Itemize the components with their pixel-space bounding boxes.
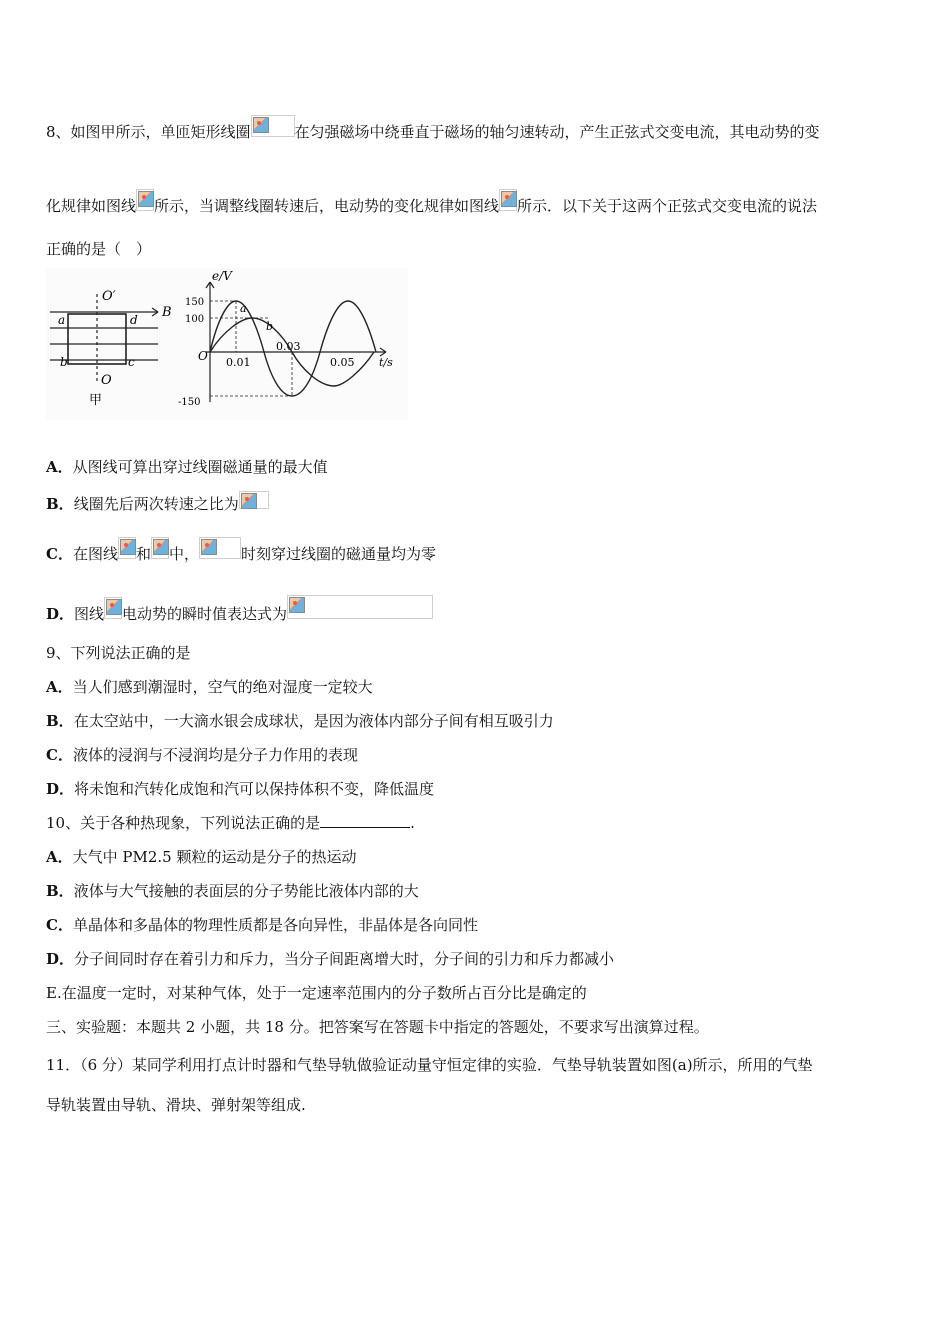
field-label-b: B [162, 305, 172, 320]
tick-150: 150 [185, 297, 205, 308]
q10-option-a [46, 847, 357, 867]
section-heading: 三、实验题：本题共 2 小题，共 18 分。把答案写在答题卡中指定的答题处，不要求写出演算过程。 [46, 1018, 709, 1036]
curve-a-label: a [240, 302, 247, 315]
figure-label-jia: 甲 [89, 393, 103, 408]
option-label: C． [46, 746, 73, 764]
q8-option-d [46, 595, 433, 624]
origin-label: O [198, 349, 208, 363]
q8-option-c [46, 537, 436, 564]
option-text: 图线 [74, 605, 105, 623]
answer-blank [320, 813, 410, 828]
x-axis-label: t/s [379, 356, 393, 369]
broken-image-icon [136, 189, 154, 211]
q8-option-b [46, 491, 269, 514]
axis-label-o-prime: O′ [102, 289, 116, 304]
corner-label-a: a [58, 313, 66, 327]
option-text: 液体与大气接触的表面层的分子势能比液体内部的大 [73, 882, 419, 900]
q8-figure [46, 268, 408, 420]
q8-text: 所示．以下关于这两个正弦式交变电流的说法 [517, 197, 818, 215]
broken-image-icon [118, 537, 136, 559]
q8-line2 [46, 189, 817, 216]
q10-option-c [46, 915, 478, 935]
option-label: A． [46, 678, 73, 696]
q8-option-a [46, 457, 328, 477]
corner-label-d: d [130, 313, 138, 327]
broken-image-icon [239, 491, 269, 509]
broken-image-icon [251, 115, 295, 137]
option-text: 中， [168, 545, 199, 563]
option-text: 大气中 PM2.5 颗粒的运动是分子的热运动 [72, 848, 357, 866]
option-text: 电动势的瞬时值表达式为 [122, 605, 288, 623]
q10-option-b [46, 881, 419, 901]
q8-line3 [46, 239, 151, 259]
corner-label-b: b [60, 355, 68, 369]
broken-image-icon [199, 537, 241, 559]
option-text: 从图线可算出穿过线圈磁通量的最大值 [72, 458, 328, 476]
option-text: 在图线 [72, 545, 118, 563]
broken-image-icon [151, 537, 169, 559]
option-text: E.在温度一定时，对某种气体，处于一定速率范围内的分子数所占百分比是确定的 [46, 984, 587, 1002]
q9-option-c [46, 745, 358, 765]
tick-neg150: -150 [178, 397, 201, 408]
q8-text: 正确的是（ ） [46, 240, 152, 258]
tick-100: 100 [185, 314, 205, 325]
y-axis-label: e/V [212, 269, 232, 283]
option-text: 当人们感到潮湿时，空气的绝对湿度一定较大 [72, 678, 373, 696]
tick-001: 0.01 [226, 356, 251, 369]
option-label: D． [46, 780, 75, 798]
broken-image-icon [287, 595, 433, 619]
option-text: 线圈先后两次转速之比为 [73, 495, 239, 513]
tick-003: 0.03 [276, 340, 301, 353]
question-text: 11．（6 分）某同学利用打点计时器和气垫导轨做验证动量守恒定律的实验．气垫导轨装置如图(a)所示，所用的气垫 [46, 1056, 813, 1074]
q9-option-d [46, 779, 434, 799]
option-text: 将未饱和汽转化成饱和汽可以保持体积不变，降低温度 [74, 780, 435, 798]
q11-line2 [46, 1095, 306, 1115]
option-label: A． [46, 458, 73, 476]
question-title: 10、关于各种热现象，下列说法正确的是 [46, 814, 321, 832]
q9-option-b [46, 711, 554, 731]
option-text: 分子间同时存在着引力和斥力，当分子间距离增大时，分子间的引力和斥力都减小 [74, 950, 615, 968]
q10-option-e [46, 983, 587, 1003]
option-label: A． [46, 848, 73, 866]
option-text: 在太空站中，一大滴水银会成球状，是因为液体内部分子间有相互吸引力 [73, 712, 554, 730]
option-label: C． [46, 916, 73, 934]
q8-text: 所示，当调整线圈转速后，电动势的变化规律如图线 [154, 197, 500, 215]
q8-text: 化规律如图线 [46, 197, 137, 215]
q9-option-a [46, 677, 373, 697]
option-label: B． [46, 882, 74, 900]
option-text: 单晶体和多晶体的物理性质都是各向异性，非晶体是各向同性 [72, 916, 478, 934]
tick-005: 0.05 [330, 356, 355, 369]
q8-line1 [46, 115, 820, 142]
option-text: 和 [135, 545, 151, 563]
corner-label-c: c [128, 355, 135, 369]
curve-b-label: b [266, 320, 274, 333]
broken-image-icon [499, 189, 517, 211]
broken-image-icon [104, 597, 122, 619]
q10-title [46, 813, 415, 833]
option-label: B． [46, 495, 74, 513]
option-label: B． [46, 712, 74, 730]
question-text: 导轨装置由导轨、滑块、弹射架等组成. [46, 1096, 306, 1114]
question-title-end: . [410, 814, 415, 832]
axis-label-o: O [101, 373, 112, 388]
q9-title [46, 643, 191, 663]
option-text: 时刻穿过线圈的磁通量均为零 [241, 545, 437, 563]
q11-line1 [46, 1055, 813, 1075]
section3-title [46, 1017, 709, 1037]
q10-option-d [46, 949, 614, 969]
option-label: D． [46, 950, 75, 968]
question-title: 9、下列说法正确的是 [46, 644, 191, 662]
option-text: 液体的浸润与不浸润均是分子力作用的表现 [72, 746, 358, 764]
q8-text: 在匀强磁场中绕垂直于磁场的轴匀速转动，产生正弦式交变电流，其电动势的变 [294, 123, 820, 141]
q8-text: 8、如图甲所示，单匝矩形线圈 [46, 123, 251, 141]
option-label: C． [46, 545, 73, 563]
option-label: D． [46, 605, 75, 623]
